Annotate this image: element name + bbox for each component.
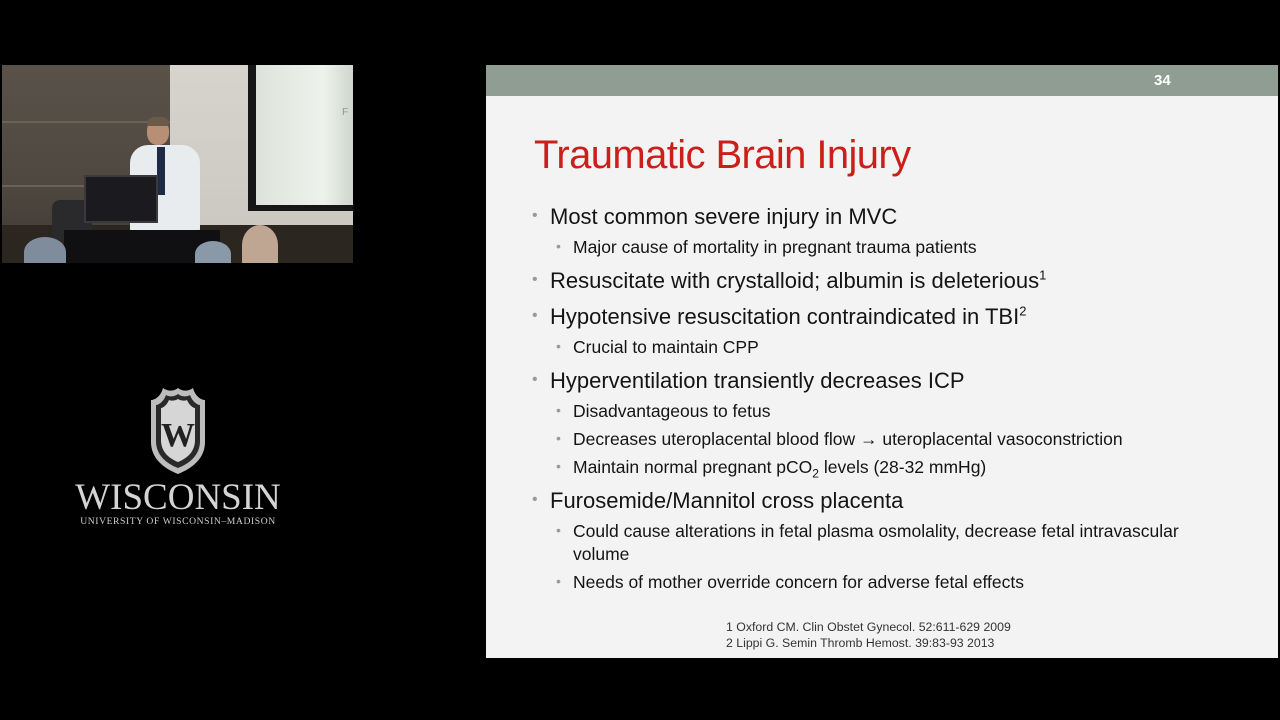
citation-superscript: 2 — [1019, 303, 1027, 319]
reference-item: 1 Oxford CM. Clin Obstet Gynecol. 52:611-629 2009 — [726, 620, 1011, 634]
sub-bullet-text: Maintain normal pregnant pCO — [573, 457, 813, 477]
bullet-item — [530, 302, 1260, 331]
logo-wordmark: WISCONSIN — [75, 477, 281, 518]
reference-item: 2 Lippi G. Semin Thromb Hemost. 39:83-93 2013 — [726, 636, 995, 650]
sub-bullet-text: levels (28-32 mmHg) — [818, 457, 987, 477]
bullet-dot-icon: • — [556, 458, 561, 474]
crest-icon — [149, 386, 207, 476]
sub-bullet-item — [530, 520, 1183, 566]
bullet-text: Furosemide/Mannitol cross placenta — [550, 488, 904, 513]
sub-bullet-text: Disadvantageous to fetus — [573, 401, 771, 421]
audience-head — [24, 237, 66, 263]
logo-subtitle: UNIVERSITY OF WISCONSIN–MADISON — [80, 516, 276, 527]
bullet-dot-icon: • — [556, 522, 561, 538]
bullet-dot-icon: • — [532, 271, 538, 288]
bullet-dot-icon: • — [532, 371, 538, 388]
sub-bullet-item — [530, 336, 1260, 359]
bullet-item — [530, 486, 1260, 515]
sub-bullet-text: Decreases uteroplacental blood flow → uteroplacental vasoconstriction — [573, 429, 1123, 449]
sub-bullet-item — [530, 428, 1260, 451]
bullet-text: Hyperventilation transiently decreases ICP — [550, 368, 965, 393]
bullet-item — [530, 202, 1260, 231]
bullet-dot-icon: • — [532, 307, 538, 324]
bullet-text: Hypotensive resuscitation contraindicated in TBI — [550, 304, 1020, 329]
bullet-item — [530, 266, 1260, 295]
podium-monitor — [84, 175, 158, 223]
bullet-text: Resuscitate with crystalloid; albumin is deleterious — [550, 268, 1040, 293]
slide-header-bar — [486, 65, 1278, 96]
bullet-dot-icon: • — [532, 207, 538, 224]
bullet-text: Most common severe injury in MVC — [550, 204, 898, 229]
speaker-tie — [157, 147, 165, 195]
slide-number: 34 — [1154, 72, 1171, 89]
citation-superscript: 1 — [1039, 267, 1047, 283]
video-projection-screen — [256, 65, 353, 205]
sub-bullet-item — [530, 400, 1260, 423]
bullet-dot-icon: • — [532, 491, 538, 508]
sub-bullet-text: Needs of mother override concern for adverse fetal effects — [573, 572, 1025, 592]
bullet-dot-icon: • — [556, 402, 561, 418]
sub-bullet-item — [530, 456, 1260, 479]
sub-bullet-item — [530, 236, 1260, 259]
bullet-dot-icon: • — [556, 573, 561, 589]
crest-letter: W — [161, 417, 195, 454]
video-screen-text: F — [342, 107, 349, 118]
bullet-dot-icon: • — [556, 338, 561, 354]
audience-head — [195, 241, 231, 263]
sub-bullet-text: Could cause alterations in fetal plasma osmolality, decrease fetal intravascular volume — [573, 521, 1179, 564]
university-logo — [66, 386, 290, 531]
speaker-hair — [147, 117, 169, 126]
presentation-slide — [486, 65, 1278, 658]
bullet-dot-icon: • — [556, 430, 561, 446]
sub-bullet-text: Crucial to maintain CPP — [573, 337, 759, 357]
bullet-dot-icon: • — [556, 238, 561, 254]
slide-title: Traumatic Brain Injury — [534, 133, 911, 177]
video-wall-seam — [2, 121, 170, 123]
bullet-list — [530, 195, 1260, 594]
references — [726, 619, 1011, 651]
sub-bullet-item — [530, 571, 1260, 594]
audience-head — [242, 225, 278, 263]
sub-bullet-text: Major cause of mortality in pregnant trauma patients — [573, 237, 977, 257]
bullet-item — [530, 366, 1260, 395]
subscript: 2 — [812, 466, 819, 481]
speaker-video — [2, 65, 353, 263]
